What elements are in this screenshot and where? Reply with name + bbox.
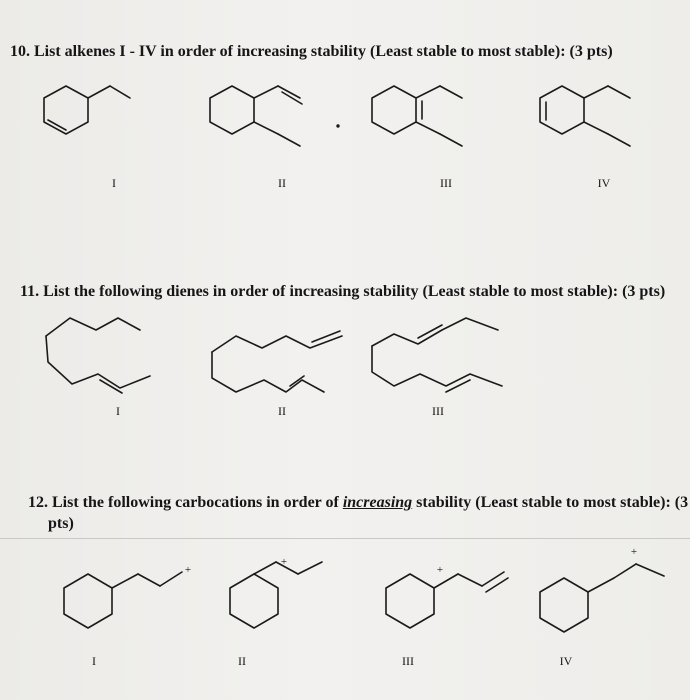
alkene-label-IV: IV — [597, 176, 611, 190]
alkene-label-I: I — [112, 176, 116, 190]
carbocation-label-IV: IV — [559, 654, 573, 668]
alkene-IV-structure — [540, 86, 630, 146]
carbocation-IV-structure — [540, 564, 664, 632]
question-12-emphasis: increasing — [342, 494, 413, 511]
diene-II-structure — [212, 331, 342, 392]
question-12-text-start: 12. List the following carbocations in order of — [28, 494, 343, 511]
charge-symbol-II: + — [280, 556, 288, 568]
alkene-II-structure — [210, 86, 339, 146]
diene-label-III: III — [432, 404, 444, 418]
diene-label-II: II — [278, 404, 286, 418]
carbocation-III-structure — [386, 572, 508, 628]
question-11-text: 11. List the following dienes in order of increasing stability (Least stable to most stable): (3 pts) — [20, 283, 666, 300]
carbocation-II-structure — [230, 562, 322, 628]
diene-label-I: I — [116, 404, 120, 418]
alkene-I-structure — [44, 86, 130, 134]
carbocation-label-II: II — [238, 654, 246, 668]
carbocation-I-structure — [64, 572, 182, 628]
alkene-label-III: III — [440, 176, 452, 190]
diene-III-structure — [372, 318, 502, 392]
alkene-III-structure — [372, 86, 462, 146]
alkene-label-II: II — [278, 176, 286, 190]
carbocation-label-III: III — [402, 654, 414, 668]
charge-symbol-IV: + — [630, 546, 638, 558]
charge-symbol-I: + — [184, 564, 192, 576]
diene-I-structure — [46, 318, 150, 393]
question-12-text-line2: pts) — [48, 515, 74, 532]
carbocation-label-I: I — [92, 654, 96, 668]
charge-symbol-III: + — [436, 564, 444, 576]
question-10-text: 10. List alkenes I - IV in order of increasing stability (Least stable to most stable): (3 pts) — [10, 43, 613, 60]
question-12-text-end: stability (Least stable to most stable): (3 — [412, 494, 689, 511]
